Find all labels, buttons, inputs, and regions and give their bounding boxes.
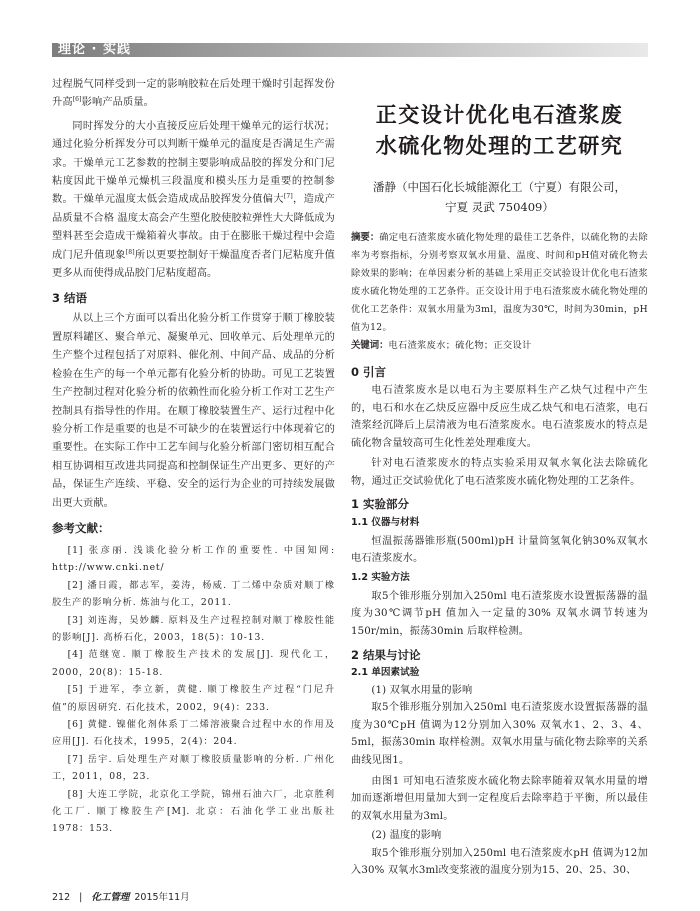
reference-item: [3] 刘连海，吴妙麟. 原料及生产过程控制对顺丁橡胶性能的影响[J]. 高桥石化，2003，18(5)：10-13. (52, 614, 335, 643)
reference-item: [2] 潘日霞，都志军，姜涛，杨威. 丁二烯中杂质对顺丁橡胶生产的影响分析. 炼油与化工，2011. (52, 579, 335, 609)
article-title (351, 100, 648, 162)
continued-paragraph: 过程脱气同样受到一定的影响胶粒在后处理干燥时引起挥发份升高[6]影响产品质量。 (52, 79, 335, 109)
footer-separator: | (79, 892, 83, 903)
reference-item: [7] 岳宇. 后处理生产对顺丁橡胶质量影响的分析. 广州化工，2011，08，23. (52, 753, 335, 783)
reference-item: [8] 大连工学院，北京化工学院，锦州石油六厂，北京胜利化工厂. 顺丁橡胶生产[M]. 北京：石油化学工业出版社 1978：153. (52, 788, 335, 835)
section-tab-bar (52, 43, 648, 57)
abstract-text: 确定电石渣浆废水硫化物处理的最佳工艺条件，以硫化物的去除率为考察指标，分别考察双氧水用量、温度、时间和pH值对硫化物去除效果的影响；在单因素分析的基础上采用正交试验设计优化电石渣浆废水硫化物处理的工艺条件。正交设计用于电石渣浆废水硫化物处理的优化工艺条件：双氧水用量为3ml，温度为30℃，时间为30min，pH值为12。 (351, 232, 648, 333)
author-line-1: 潘静（中国石化长城能源化工（宁夏）有限公司， (373, 180, 626, 194)
instruments-text: 恒温振荡器锥形瓶(500ml)pH 计量筒氢氧化钠30%双氧水电石渣浆废水。 (351, 535, 648, 565)
item-2-title: (2) 温度的影响 (371, 830, 442, 842)
item-1-text: 取5个锥形瓶分别加入250ml 电石渣浆废水设置振荡器的温度为30℃pH 值调为12分别加入30% 双氧水1、2、3、4、5ml，振荡30min 取样检测。双氧水用量与硫化物去除率的关系曲线见图1。 (351, 702, 648, 766)
section-label: 理论 · 实践 (58, 42, 131, 57)
item-2-text: 取5个锥形瓶分别加入250ml 电石渣浆废水pH 值调为12加入30% 双氧水3ml改变浆液的温度分别为15、20、25、30、 (351, 847, 648, 877)
reference-list (52, 542, 335, 838)
left-column (52, 76, 335, 838)
title-line-1: 正交设计优化电石渣浆废 (375, 103, 624, 127)
method-text: 取5个锥形瓶分别加入250ml 电石渣浆废水设置振荡器的温度为30℃调节pH 值加入一定量的30% 双氧水调节转速为150r/min，振荡30min 后取样检测。 (351, 590, 648, 637)
page-number: 212 (52, 892, 71, 903)
title-line-2: 水硫化物处理的工艺研究 (375, 134, 624, 158)
intro-paragraph-1: 电石渣浆废水是以电石为主要原料生产乙炔气过程中产生的，电石和水在乙炔反应器中反应生成乙炔气和电石渣浆，电石渣浆经沉降后上层清液为电石渣浆废水。电石渣浆废水的特点是硫化物含量较高可生化性差处理难度大。 (351, 385, 648, 449)
intro-heading: 0 引言 (351, 365, 387, 379)
intro-paragraph-2: 针对电石渣浆废水的特点实验采用双氧水氧化法去除硫化物，通过正交试验优化了电石渣浆废水硫化物处理的工艺条件。 (351, 458, 648, 487)
item-1-title: (1) 双氧水用量的影响 (371, 684, 473, 696)
conclusion-heading: 3 结语 (52, 291, 88, 306)
conclusion-text: 从以上三个方面可以看出化验分析工作贯穿于顺丁橡胶装置原料罐区、聚合单元、凝聚单元、回收单元、后处理单元的生产整个过程包括了对原料、催化剂、中间产品、成品的分析检验在生产的每一个单元都有化验分析的协助。可见工艺装置生产控制过程对化验分析的依赖性而化验分析工作对工艺生产控制具有指导性的作用。在顺丁橡胶装置生产、运行过程中化验分析工作是重要的也是不可缺少的在装置运行中体现着它的重要性。在实际工作中工艺车间与化验分析部门密切相互配合相互协调相互改进共同提高和控制保证生产出更多、更好的产品，保证生产连续、平稳、安全的运行为企业的可持续发展做出更大贡献。 (52, 313, 335, 509)
reference-item: [1] 张彦丽. 浅谈化验分析工作的重要性. 中国知网: http://www.cnki.net/ (52, 544, 335, 574)
keywords-text: 电石渣浆废水；硫化物；正交设计 (388, 340, 532, 351)
references-heading: 参考文献： (52, 520, 110, 535)
reference-item: [6] 黄健. 镍催化剂体系丁二烯溶液聚合过程中水的作用及应用[J]. 石化技术，1995，2(4)：204. (52, 719, 335, 748)
single-factor-heading: 2.1 单因素试验 (351, 666, 420, 678)
reference-item: [4] 范继宽. 顺丁橡胶生产技术的发展[J]. 现代化工，2000，20(8)：15-18. (52, 649, 335, 678)
author-line-2: 宁夏 灵武 750409） (445, 200, 554, 214)
author-block (351, 177, 648, 217)
abstract (351, 229, 648, 337)
experiment-heading: 1 实验部分 (351, 496, 410, 511)
abstract-label: 摘要： (351, 232, 380, 243)
keywords-label: 关键词： (351, 340, 389, 351)
right-column (351, 100, 648, 880)
item-1-result: 由图1 可知电石渣浆废水硫化物去除率随着双氧水用量的增加而逐渐增但用量加大到一定程度后去除率趋于平衡，所以最佳的双氧水用量为3ml。 (351, 775, 648, 822)
keywords (351, 337, 648, 355)
method-heading: 1.2 实验方法 (351, 571, 410, 583)
results-heading: 2 结果与讨论 (351, 647, 421, 662)
instruments-heading: 1.1 仪器与材料 (351, 516, 420, 528)
page-footer (52, 889, 190, 903)
magazine-name: 化工管理 (91, 892, 130, 903)
dryer-paragraph: 同时挥发分的大小直接反应后处理干燥单元的运行状况；通过化验分析挥发分可以判断干燥单元的温度是否满足生产需求。干燥单元工艺参数的控制主要影响成品胶的挥发分和门尼粘度因此干燥单元燥机三段温度和模头压力是重要的控制参数。干燥单元温度太低会造成成品胶挥发分值偏大[7]，造成产品质量不合格 温度太高会产生塑化胶使胶粒弹性大大降低成为塑料甚至会造成干燥箱着火事故。由于在膨胀干燥过程中会造成门尼升值现象[8]所以更要控制好干燥温度否者门尼粘度升值更多从而使得成品胶门尼粘度超高。 (52, 120, 335, 280)
issue-date: 2015年11月 (134, 892, 190, 903)
reference-item: [5] 于进军，李立新，黄健. 顺丁橡胶生产过程“门尼升值”的原因研究. 石化技术，2002，9(4)：233. (52, 684, 335, 713)
